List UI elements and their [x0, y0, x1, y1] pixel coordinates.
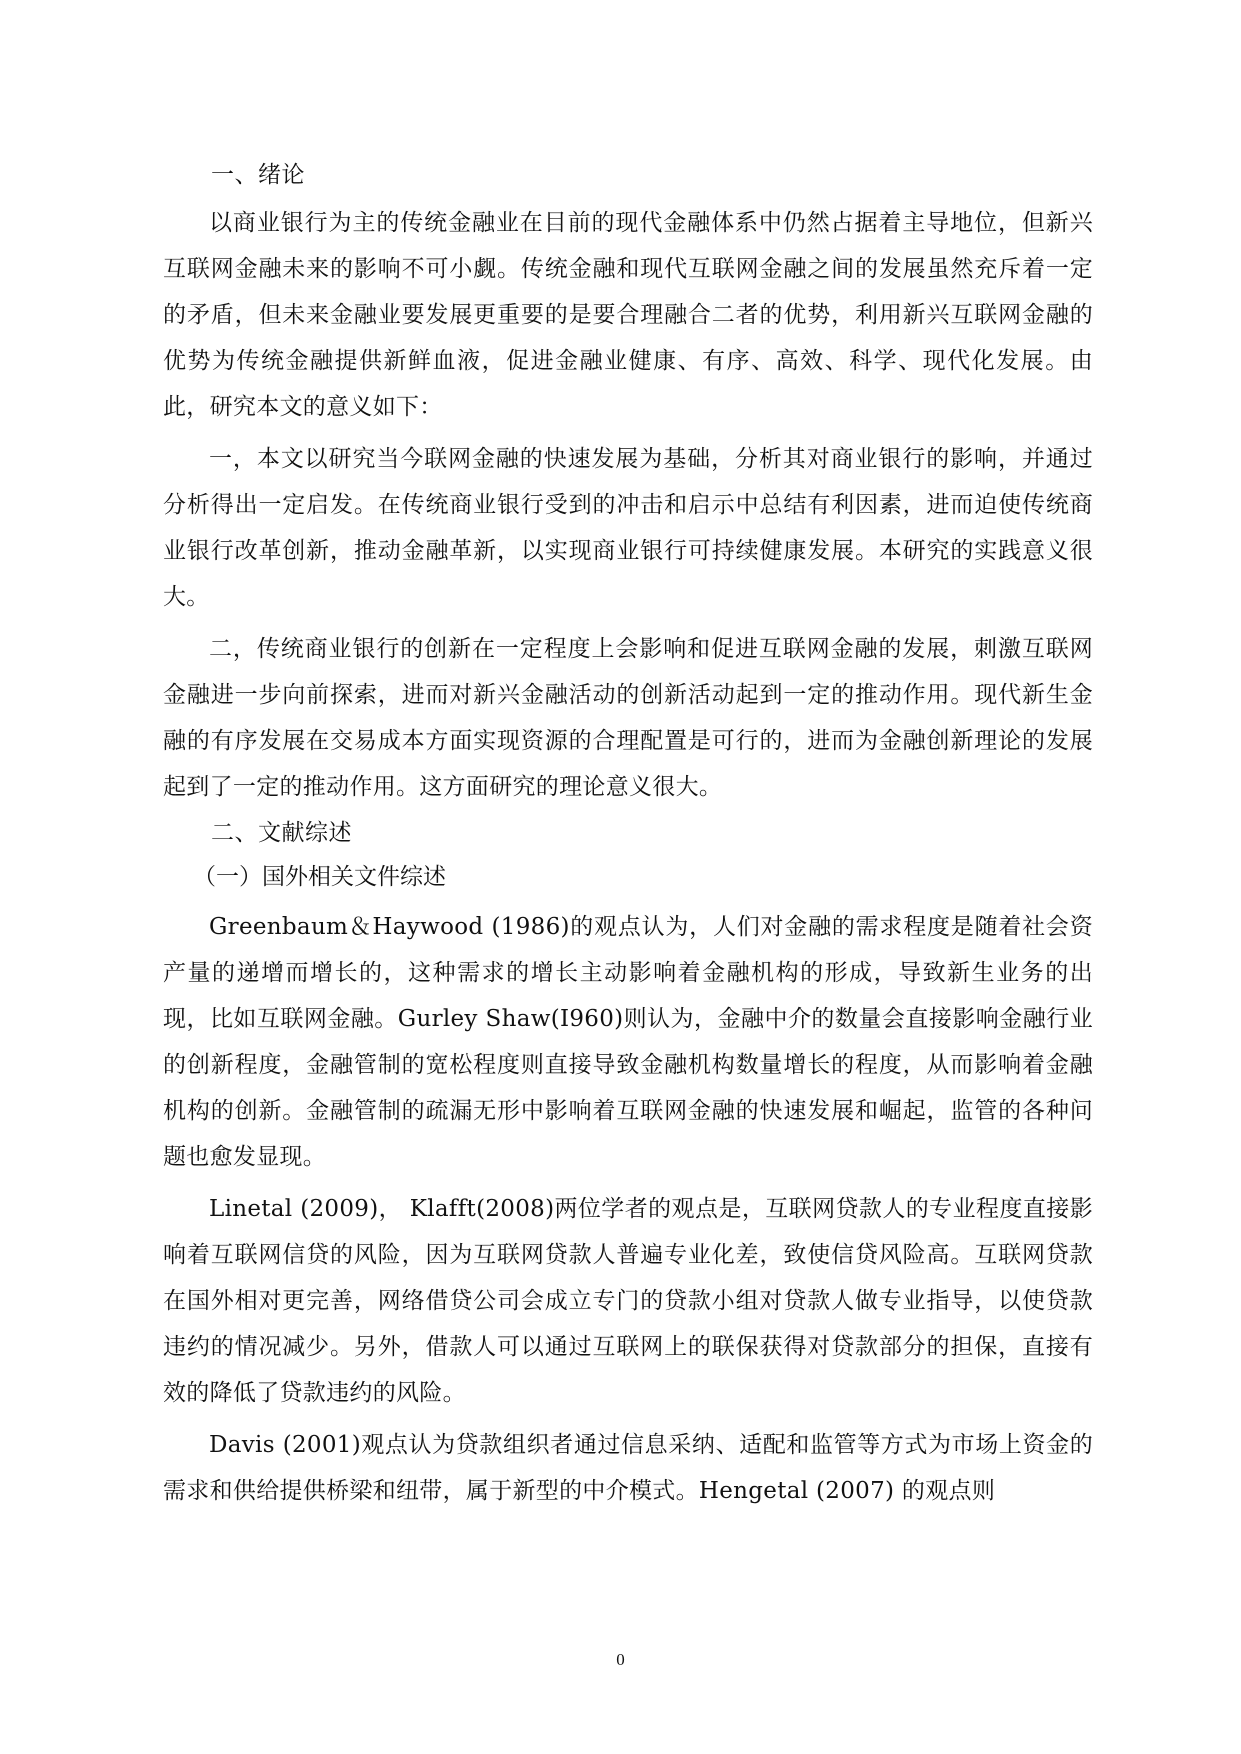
paragraph-intro: 以商业银行为主的传统金融业在目前的现代金融体系中仍然占据着主导地位，但新兴互联网金融未来的影响不可小觑。传统金融和现代互联网金融之间的发展虽然充斥着一定的矛盾，但未来金融业要发展更重要的是要合理融合二者的优势，利用新兴互联网金融的优势为传统金融提供新鲜血液，促进金融业健康、有序、高效、科学、现代化发展。由此，研究本文的意义如下：: [163, 210, 1093, 420]
paragraph-significance-practical: 一，本文以研究当今联网金融的快速发展为基础，分析其对商业银行的影响，并通过分析得出一定启发。在传统商业银行受到的冲击和启示中总结有利因素，进而迫使传统商业银行改革创新，推动金融革新，以实现商业银行可持续健康发展。本研究的实践意义很大。: [163, 446, 1093, 610]
paragraph-davis: Davis (2001)观点认为贷款组织者通过信息采纳、适配和监管等方式为市场上资金的需求和供给提供桥梁和纽带，属于新型的中介模式。Hengetal (2007) 的观点则: [163, 1432, 1093, 1504]
page-number: 0: [616, 1650, 625, 1669]
section-heading-literature-review: 二、文献综述: [211, 820, 352, 846]
paragraph-linetal: Linetal (2009)， Klafft(2008)两位学者的观点是，互联网贷款人的专业程度直接影响着互联网信贷的风险，因为互联网贷款人普遍专业化差，致使信贷风险高。互联网贷款在国外相对更完善，网络借贷公司会成立专门的贷款小组对贷款人做专业指导，以使贷款违约的情况减少。另外，借款人可以通过互联网上的联保获得对贷款部分的担保，直接有效的降低了贷款违约的风险。: [163, 1196, 1093, 1406]
paragraph-significance-theoretical: 二，传统商业银行的创新在一定程度上会影响和促进互联网金融的发展，刺激互联网金融进一步向前探索，进而对新兴金融活动的创新活动起到一定的推动作用。现代新生金融的有序发展在交易成本方面实现资源的合理配置是可行的，进而为金融创新理论的发展起到了一定的推动作用。这方面研究的理论意义很大。: [163, 636, 1093, 800]
page-content: [163, 160, 1093, 1520]
section-heading-introduction: 一、绪论: [211, 162, 305, 188]
paragraph-greenbaum: Greenbaum＆Haywood (1986)的观点认为，人们对金融的需求程度是随着社会资产量的递增而增长的，这种需求的增长主动影响着金融机构的形成，导致新生业务的出现，比如互联网金融。Gurley Shaw(I960)则认为，金融中介的数量会直接影响金融行业的创新程度，金融管制的宽松程度则直接导致金融机构数量增长的程度，从而影响着金融机构的创新。金融管制的疏漏无形中影响着互联网金融的快速发展和崛起，监管的各种问题也愈发显现。: [163, 914, 1093, 1170]
subsection-heading-foreign-literature: （一）国外相关文件综述: [193, 864, 446, 890]
